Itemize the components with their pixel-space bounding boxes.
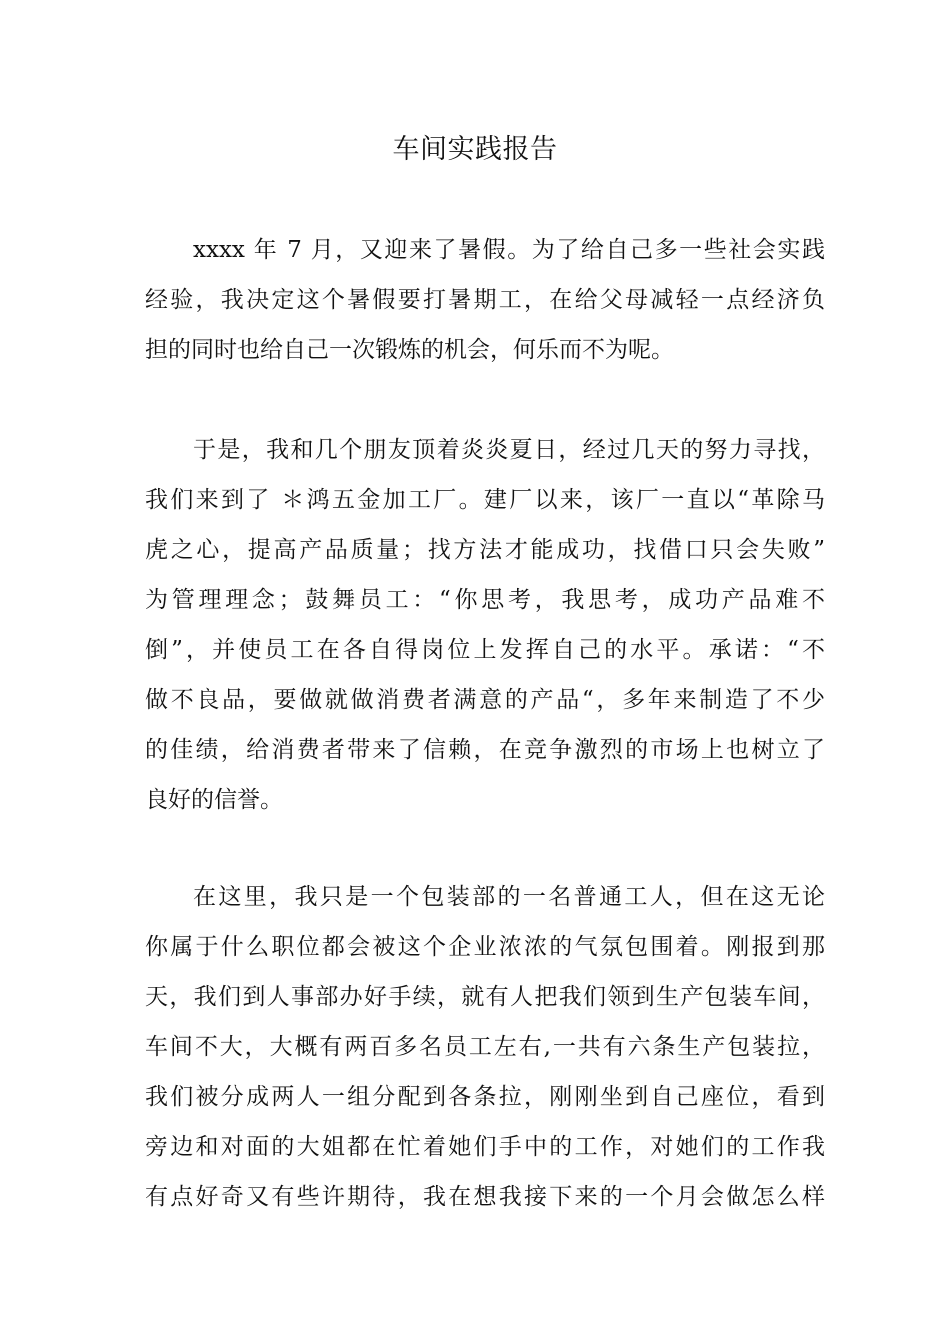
paragraph-line: 倒”，并使员工在各自得岗位上发挥自己的水平。承诺：“不 (145, 637, 825, 663)
paragraph-line: 良好的信誉。 (145, 787, 283, 813)
paragraph-line: 我们被分成两人一组分配到各条拉，刚刚坐到自己座位，看到 (145, 1084, 825, 1110)
document-title: 车间实践报告 (392, 134, 558, 165)
paragraph-line: 于是，我和几个朋友顶着炎炎夏日，经过几天的努力寻找， (193, 437, 825, 463)
paragraph-line: 为管理理念；鼓舞员工：“你思考，我思考，成功产品难不 (145, 587, 825, 613)
paragraph-line: 车间不大，大概有两百多名员工左右,一共有六条生产包装拉， (145, 1034, 825, 1060)
paragraph-line: 经验，我决定这个暑假要打暑期工，在给父母减轻一点经济负 (145, 287, 825, 313)
paragraph-line: 旁边和对面的大姐都在忙着她们手中的工作，对她们的工作我 (145, 1134, 825, 1160)
paragraph-2 (145, 425, 825, 825)
paragraph-line: 你属于什么职位都会被这个企业浓浓的气氛包围着。刚报到那 (145, 934, 825, 960)
paragraph-line: 天，我们到人事部办好手续，就有人把我们领到生产包装车间， (145, 984, 825, 1010)
paragraph-line: 的佳绩，给消费者带来了信赖，在竞争激烈的市场上也树立了 (145, 737, 825, 763)
paragraph-line: 做不良品，要做就做消费者满意的产品“，多年来制造了不少 (145, 687, 825, 713)
paragraph-line: 我们来到了 ＊鸿五金加工厂。建厂以来，该厂一直以“革除马 (145, 487, 825, 513)
paragraph-1 (145, 225, 825, 375)
paragraph-line: 有点好奇又有些许期待，我在想我接下来的一个月会做怎么样 (145, 1184, 825, 1210)
paragraph-line: 担的同时也给自己一次锻炼的机会，何乐而不为呢。 (145, 337, 674, 363)
paragraph-line: xxxx 年 7 月，又迎来了暑假。为了给自己多一些社会实践 (193, 237, 825, 263)
paragraph-line: 在这里，我只是一个包装部的一名普通工人，但在这无论 (193, 884, 825, 910)
paragraph-3 (145, 872, 825, 1222)
paragraph-line: 虎之心，提高产品质量；找方法才能成功，找借口只会失败” (145, 537, 825, 563)
